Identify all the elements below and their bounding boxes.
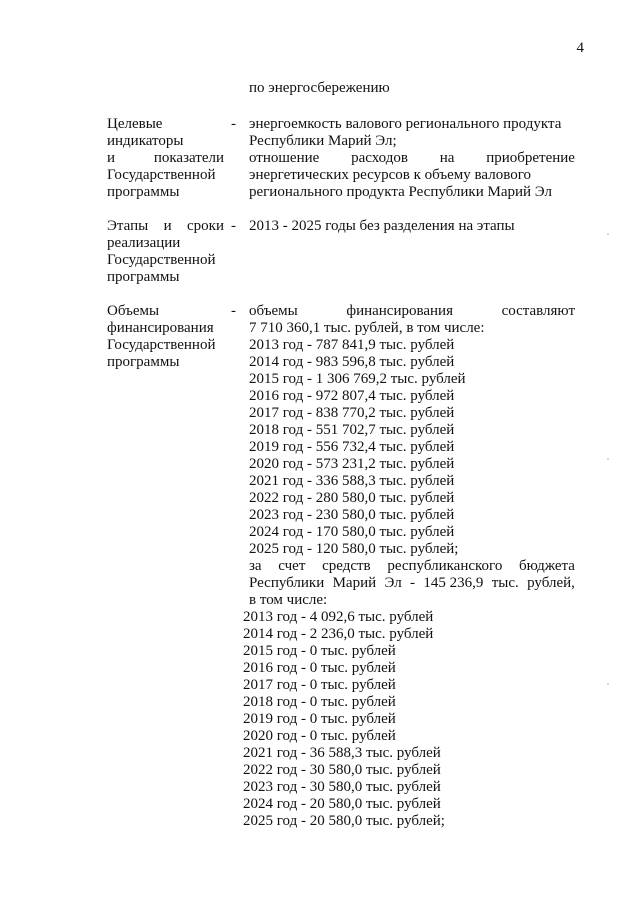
total-year-item: 2014 год - 983 596,8 тыс. рублей xyxy=(249,354,455,370)
budget-year-item: 2013 год - 4 092,6 тыс. рублей xyxy=(243,609,434,625)
label-line: Целевые xyxy=(107,116,163,132)
total-year-item: 2021 год - 336 588,3 тыс. рублей xyxy=(249,473,455,489)
total-year-item: 2019 год - 556 732,4 тыс. рублей xyxy=(249,439,455,455)
funding-word: счет xyxy=(278,558,306,574)
funding-budget-line3: в том числе: xyxy=(249,592,328,608)
content-funding xyxy=(243,303,575,830)
scan-mark xyxy=(607,683,609,685)
budget-year-item: 2023 год - 30 580,0 тыс. рублей xyxy=(243,779,441,795)
budget-year-item: 2022 год - 30 580,0 тыс. рублей xyxy=(243,762,441,778)
funding-budget-years xyxy=(243,609,575,830)
budget-year-item: 2020 год - 0 тыс. рублей xyxy=(243,728,396,744)
funding-word: составляют xyxy=(501,303,575,319)
total-year-item: 2017 год - 838 770,2 тыс. рублей xyxy=(249,405,455,421)
label-line: программы xyxy=(107,269,180,285)
content-word: расходов xyxy=(351,150,408,166)
content-stages xyxy=(249,218,575,235)
budget-year-item: 2017 год - 0 тыс. рублей xyxy=(243,677,396,693)
dash-stages: - xyxy=(231,218,236,234)
funding-total-years xyxy=(249,337,575,558)
funding-word: финансирования xyxy=(346,303,453,319)
funding-word: бюджета xyxy=(519,558,575,574)
content-line: регионального продукта Республики Марий Эл xyxy=(249,184,552,200)
budget-year-item: 2024 год - 20 580,0 тыс. рублей xyxy=(243,796,441,812)
label-line: Государственной xyxy=(107,252,216,268)
content-line: энергоемкость валового регионального продукта xyxy=(249,116,562,132)
label-line: Объемы xyxy=(107,303,160,319)
label-word: показатели xyxy=(153,150,224,166)
funding-word: рублей, xyxy=(527,575,575,591)
label-line: Государственной xyxy=(107,337,216,353)
total-year-item: 2020 год - 573 231,2 тыс. рублей xyxy=(249,456,455,472)
funding-word: - xyxy=(410,575,416,591)
total-year-item: 2018 год - 551 702,7 тыс. рублей xyxy=(249,422,455,438)
funding-word: объемы xyxy=(249,303,298,319)
label-word: Этапы xyxy=(107,218,149,234)
content-word: отношение xyxy=(249,150,320,166)
budget-year-item: 2021 год - 36 588,3 тыс. рублей xyxy=(243,745,441,761)
label-word: и xyxy=(107,150,116,166)
funding-word: средств xyxy=(322,558,371,574)
budget-year-item: 2015 год - 0 тыс. рублей xyxy=(243,643,396,659)
page-number: 4 xyxy=(576,40,584,56)
label-targets xyxy=(107,116,224,201)
total-year-item: 2022 год - 280 580,0 тыс. рублей xyxy=(249,490,455,506)
content-line: энергетических ресурсов к объему валового xyxy=(249,167,531,183)
total-year-item: 2013 год - 787 841,9 тыс. рублей xyxy=(249,337,455,353)
total-year-item: 2025 год - 120 580,0 тыс. рублей; xyxy=(249,541,459,557)
label-line: Государственной xyxy=(107,167,216,183)
funding-intro-line1 xyxy=(249,303,575,320)
budget-year-item: 2016 год - 0 тыс. рублей xyxy=(243,660,396,676)
content-word: приобретение xyxy=(486,150,575,166)
label-line xyxy=(107,150,224,167)
label-line xyxy=(107,218,224,235)
funding-budget-line2 xyxy=(249,575,575,592)
content-line xyxy=(249,150,575,167)
content-word: на xyxy=(439,150,455,166)
funding-word: Марий xyxy=(332,575,377,591)
label-line: программы xyxy=(107,354,180,370)
total-year-item: 2024 год - 170 580,0 тыс. рублей xyxy=(249,524,455,540)
total-year-item: 2016 год - 972 807,4 тыс. рублей xyxy=(249,388,455,404)
funding-word: Эл xyxy=(384,575,402,591)
budget-year-item: 2018 год - 0 тыс. рублей xyxy=(243,694,396,710)
funding-budget-line1 xyxy=(249,558,575,575)
funding-word: тыс. xyxy=(491,575,519,591)
label-stages xyxy=(107,218,224,286)
funding-word: 145 236,9 xyxy=(423,575,484,591)
total-year-item: 2023 год - 230 580,0 тыс. рублей xyxy=(249,507,455,523)
section-continuation: по энергосбережению xyxy=(249,80,390,96)
label-line: реализации xyxy=(107,235,181,251)
budget-year-item: 2019 год - 0 тыс. рублей xyxy=(243,711,396,727)
funding-word: республиканского xyxy=(387,558,503,574)
label-line: программы xyxy=(107,184,180,200)
label-word: и xyxy=(163,218,172,234)
scan-mark xyxy=(607,233,609,235)
content-line: Республики Марий Эл; xyxy=(249,133,397,149)
label-funding xyxy=(107,303,224,371)
funding-word: за xyxy=(249,558,262,574)
budget-year-item: 2025 год - 20 580,0 тыс. рублей; xyxy=(243,813,445,829)
dash-targets: - xyxy=(231,116,236,132)
scan-mark xyxy=(607,458,609,460)
label-line: индикаторы xyxy=(107,133,184,149)
dash-funding: - xyxy=(231,303,236,319)
stages-text: 2013 - 2025 годы без разделения на этапы xyxy=(249,218,515,234)
budget-year-item: 2014 год - 2 236,0 тыс. рублей xyxy=(243,626,434,642)
funding-intro-line2: 7 710 360,1 тыс. рублей, в том числе: xyxy=(249,320,485,336)
total-year-item: 2015 год - 1 306 769,2 тыс. рублей xyxy=(249,371,466,387)
content-targets xyxy=(249,116,575,201)
label-word: сроки xyxy=(187,218,224,234)
label-line: финансирования xyxy=(107,320,214,336)
funding-word: Республики xyxy=(249,575,325,591)
